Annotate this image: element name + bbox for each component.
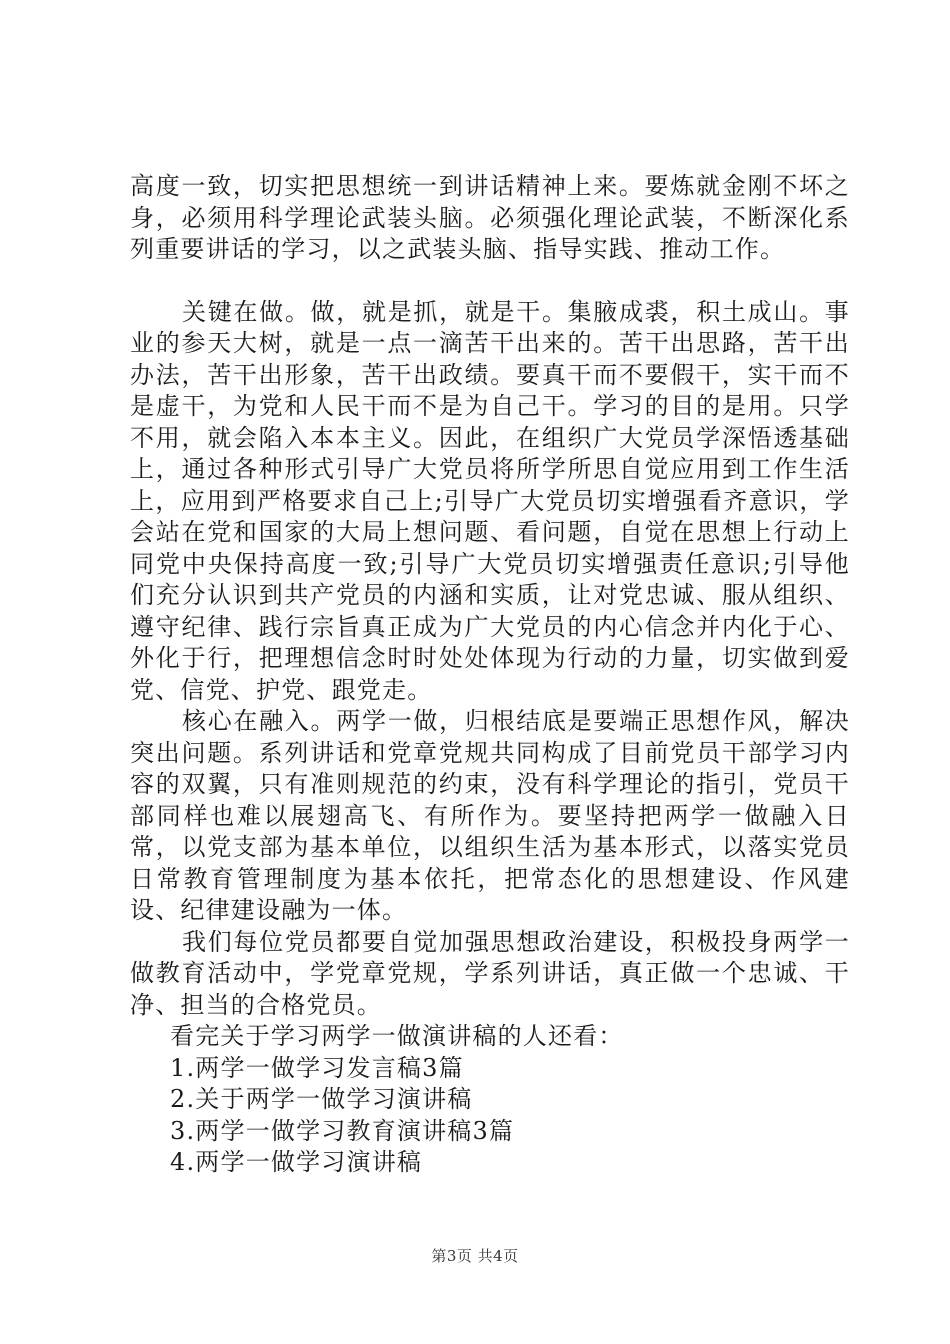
related-article-link[interactable]: 1.两学一做学习发言稿3篇 [170,1053,464,1082]
paragraph-gap [130,266,850,297]
related-article-link[interactable]: 3.两学一做学习教育演讲稿3篇 [170,1116,515,1145]
related-article-link[interactable]: 4.两学一做学习演讲稿 [170,1148,423,1176]
related-articles-title: 看完关于学习两学一做演讲稿的人还看： [170,1022,624,1050]
page-number: 第3页 共4页 [431,1247,519,1265]
paragraph-key-is-doing: 关键在做。做，就是抓，就是干。集腋成裘，积土成山。事业的参天大树，就是一点一滴苦干出来的。苦干出思路，苦干出办法，苦干出形象，苦干出政绩。要真干而不要假干，实干而不是虚干，为党和人民干而不是为自己干。学习的目的是用。只学不用，就会陷入本本主义。因此，在组织广大党员学深悟透基础上，通过各种形式引导广大党员将所学所思自觉应用到工作生活上，应用到严格要求自己上;引导广大党员切实增强看齐意识，学会站在党和国家的大局上想问题、看问题，自觉在思想上行动上同党中央保持高度一致;引导广大党员切实增强责任意识;引导他们充分认识到共产党员的内涵和实质，让对党忠诚、服从组织、遵守纪律、践行宗旨真正成为广大党员的内心信念并内化于心、外化于行，把理想信念时时处处体现为行动的力量，切实做到爱党、信党、护党、跟党走。 [130,297,850,704]
page-footer [0,1245,950,1266]
document-body [130,171,850,1179]
related-articles-list [130,1053,850,1179]
paragraph-closing: 我们每位党员都要自觉加强思想政治建设，积极投身两学一做教育活动中，学党章党规，学系列讲话，真正做一个忠诚、干净、担当的合格党员。 [130,927,850,1019]
paragraph-core-is-integration: 核心在融入。两学一做，归根结底是要端正思想作风，解决突出问题。系列讲话和党章党规共同构成了目前党员干部学习内容的双翼，只有准则规范的约束，没有科学理论的指引，党员干部同样也难以展翅高飞、有所作为。要坚持把两学一做融入日常，以党支部为基本单位，以组织生活为基本形式，以落实党员日常教育管理制度为基本依托，把常态化的思想建设、作风建设、纪律建设融为一体。 [130,707,850,924]
paragraph-continuation: 高度一致，切实把思想统一到讲话精神上来。要炼就金刚不坏之身，必须用科学理论武装头脑。必须强化理论武装，不断深化系列重要讲话的学习，以之武装头脑、指导实践、推动工作。 [130,172,850,263]
related-article-link[interactable]: 2.关于两学一做学习演讲稿 [170,1085,473,1113]
